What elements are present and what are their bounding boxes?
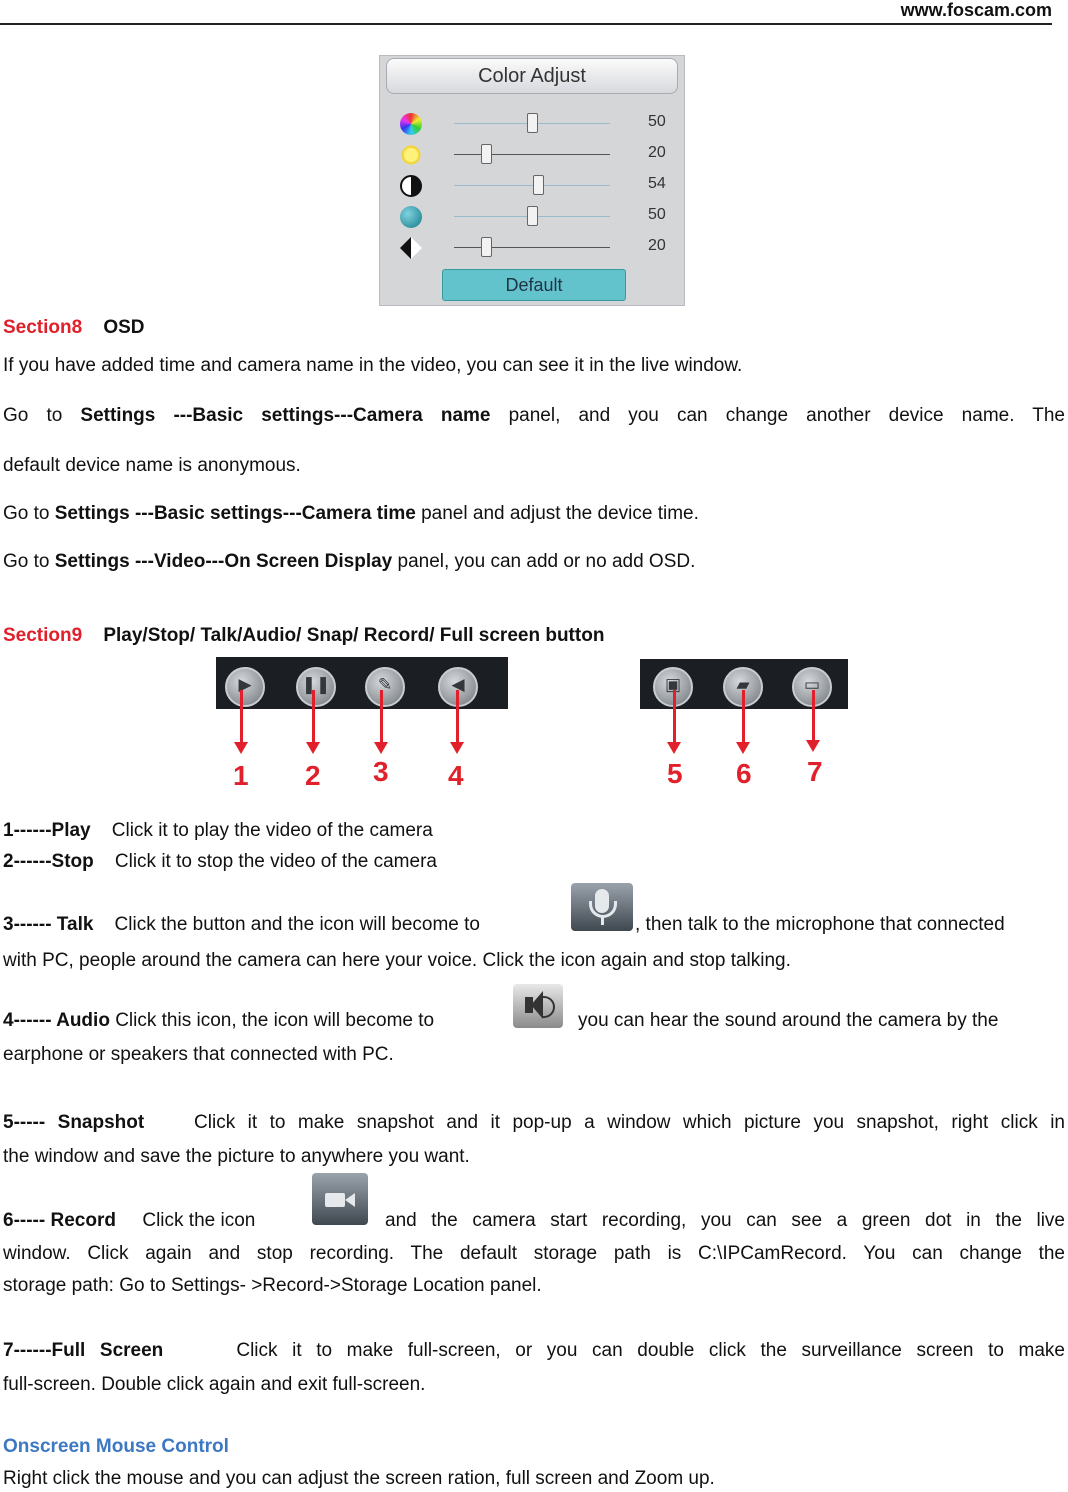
speaker-icon: ◀ bbox=[451, 675, 465, 694]
contrast-slider-thumb[interactable] bbox=[533, 175, 544, 195]
sharpness-slider-thumb[interactable] bbox=[481, 237, 492, 257]
section8-p3: Go to Settings ---Basic settings---Camera time panel and adjust the device time. bbox=[3, 503, 699, 524]
playback-toolbar bbox=[216, 657, 508, 709]
camera-icon: ▣ bbox=[664, 675, 682, 694]
item-talk-line2: with PC, people around the camera can here your voice. Click the icon again and stop talking. bbox=[3, 950, 791, 971]
item-fullscreen-line2: full-screen. Double click again and exit full-screen. bbox=[3, 1374, 426, 1395]
play-icon: ▶ bbox=[238, 675, 252, 694]
hue-slider-thumb[interactable] bbox=[527, 113, 538, 133]
fullscreen-icon: ▭ bbox=[803, 675, 821, 694]
contrast-value: 54 bbox=[648, 175, 666, 192]
item-record: 6----- Record Click the icon bbox=[3, 1210, 256, 1231]
saturation-value: 50 bbox=[648, 206, 666, 223]
arrow-3 bbox=[380, 690, 383, 742]
brightness-row bbox=[380, 140, 684, 170]
hue-row bbox=[380, 109, 684, 139]
talk-active-microphone-icon bbox=[571, 883, 633, 931]
section9-heading bbox=[3, 625, 604, 647]
item-stop: 2------Stop Click it to stop the video of the camera bbox=[3, 851, 437, 872]
arrow-2 bbox=[312, 690, 315, 742]
item-fullscreen: 7------Full Screen Click it to make full-screen, or you can double click the surveillance screen to make bbox=[3, 1340, 1065, 1361]
sharpness-icon bbox=[400, 237, 411, 259]
callout-number-7: 7 bbox=[807, 756, 823, 787]
item-audio-cont: you can hear the sound around the camera by the bbox=[578, 1010, 999, 1031]
arrowhead-3 bbox=[374, 742, 388, 754]
stop-button[interactable] bbox=[296, 667, 336, 707]
sharpness-value: 20 bbox=[648, 237, 666, 254]
section8-p4: Go to Settings ---Video---On Screen Display panel, you can add or no add OSD. bbox=[3, 551, 696, 572]
play-button[interactable] bbox=[225, 667, 265, 707]
brightness-slider-track bbox=[454, 154, 610, 155]
item-talk: 3------ Talk Click the button and the icon will become to bbox=[3, 914, 480, 935]
brightness-value: 20 bbox=[648, 144, 666, 161]
saturation-slider-thumb[interactable] bbox=[527, 206, 538, 226]
item-audio-line2: earphone or speakers that connected with PC. bbox=[3, 1044, 394, 1065]
hue-icon bbox=[400, 113, 422, 135]
arrow-5 bbox=[673, 690, 676, 742]
audio-active-speaker-icon bbox=[513, 984, 563, 1028]
color-adjust-title: Color Adjust bbox=[386, 58, 678, 94]
color-adjust-panel bbox=[379, 55, 685, 306]
arrowhead-4 bbox=[450, 742, 464, 754]
talk-button[interactable] bbox=[365, 667, 405, 707]
section9-label: Section9 bbox=[3, 625, 83, 646]
item-record-line3: storage path: Go to Settings- >Record->Storage Location panel. bbox=[3, 1275, 542, 1296]
contrast-icon bbox=[400, 175, 422, 197]
item-snapshot: 5----- Snapshot Click it to make snapshot and it pop-up a window which picture you snapshot, right click in bbox=[3, 1112, 1065, 1133]
arrow-1 bbox=[240, 690, 243, 742]
contrast-slider-track bbox=[454, 185, 610, 186]
arrowhead-1 bbox=[234, 742, 248, 754]
brightness-slider-thumb[interactable] bbox=[481, 144, 492, 164]
callout-number-3: 3 bbox=[373, 756, 389, 787]
callout-number-6: 6 bbox=[736, 758, 752, 789]
record-active-video-camera-icon bbox=[312, 1173, 368, 1225]
video-camera-icon: ▰ bbox=[736, 675, 750, 694]
sharpness-row bbox=[380, 233, 684, 263]
arrowhead-5 bbox=[667, 742, 681, 754]
callout-number-5: 5 bbox=[667, 758, 683, 789]
item-play: 1------Play Click it to play the video of the camera bbox=[3, 820, 433, 841]
microphone-icon: ✎ bbox=[377, 675, 393, 694]
section8-label: Section8 bbox=[3, 317, 83, 338]
item-snapshot-line2: the window and save the picture to anywhere you want. bbox=[3, 1146, 470, 1167]
item-record-cont: and the camera start recording, you can see a green dot in the live bbox=[385, 1210, 1065, 1231]
callout-number-1: 1 bbox=[233, 760, 249, 791]
hue-value: 50 bbox=[648, 113, 666, 130]
callout-number-2: 2 bbox=[305, 760, 321, 791]
arrowhead-2 bbox=[306, 742, 320, 754]
pause-icon: ❚❚ bbox=[301, 675, 331, 694]
section8-heading bbox=[3, 317, 145, 339]
default-button[interactable]: Default bbox=[442, 269, 626, 301]
section8-title: OSD bbox=[103, 317, 145, 338]
header-rule bbox=[0, 23, 1052, 25]
section9-title: Play/Stop/ Talk/Audio/ Snap/ Record/ Full screen button bbox=[103, 625, 605, 646]
mouse-control-text: Right click the mouse and you can adjust the screen ration, full screen and Zoom up. bbox=[3, 1468, 715, 1489]
saturation-row bbox=[380, 202, 684, 232]
section8-p2-cont: default device name is anonymous. bbox=[3, 455, 301, 476]
sharpness-slider-track bbox=[454, 247, 610, 248]
item-talk-cont: , then talk to the microphone that connected bbox=[635, 914, 1005, 935]
section8-p1: If you have added time and camera name in the video, you can see it in the live window. bbox=[3, 355, 743, 376]
contrast-row bbox=[380, 171, 684, 201]
arrow-6 bbox=[742, 690, 745, 742]
callout-number-4: 4 bbox=[448, 760, 464, 791]
arrowhead-6 bbox=[736, 742, 750, 754]
saturation-icon bbox=[400, 206, 422, 228]
arrow-7 bbox=[812, 690, 815, 740]
brightness-icon bbox=[400, 144, 422, 166]
mouse-control-heading: Onscreen Mouse Control bbox=[3, 1436, 229, 1457]
section8-p2: Go to Settings ---Basic settings---Camera name panel, and you can change another device name. The bbox=[3, 405, 1065, 426]
item-audio: 4------ Audio Click this icon, the icon will become to bbox=[3, 1010, 435, 1031]
arrowhead-7 bbox=[806, 740, 820, 752]
site-url: www.foscam.com bbox=[900, 0, 1052, 20]
item-record-line2: window. Click again and stop recording. The default storage path is C:\IPCamRecord. You can change the bbox=[3, 1243, 1065, 1264]
arrow-4 bbox=[456, 690, 459, 742]
